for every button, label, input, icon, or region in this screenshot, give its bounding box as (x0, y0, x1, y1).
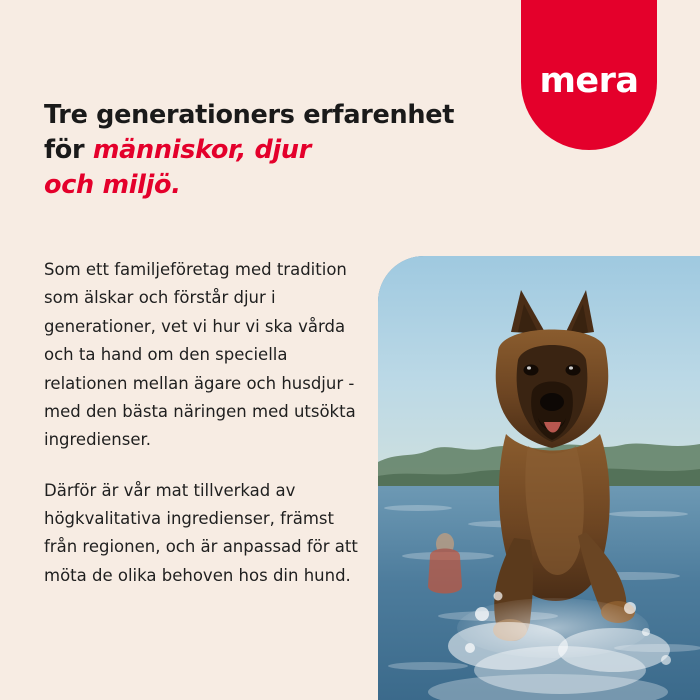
brand-logo-text: mera (539, 60, 639, 101)
page-title (44, 98, 514, 204)
body-copy (44, 256, 364, 590)
headline-line-2-plain: för (44, 135, 93, 166)
body-paragraph-2: Därför är vår mat tillverkad av högkvalitativa ingredienser, främst från regionen, och är anpassad för att möta de olika behoven hos din hund. (44, 480, 358, 585)
body-paragraph-1: Som ett familjeföretag med tradition som älskar och förstår djur i generationer, vet vi hur vi ska vårda och ta hand om den speciella relationen mellan ägare och husdjur - med den bästa näringen med utsökta ingredienser. (44, 260, 356, 450)
headline-line-3-accent: och miljö. (44, 170, 181, 201)
headline-line-2-accent: människor, djur (92, 135, 312, 166)
brand-logo-badge (521, 0, 657, 150)
dog-photo-illustration (378, 256, 700, 700)
headline-line-1: Tre generationers erfarenhet (44, 100, 455, 130)
dog-photo (378, 256, 700, 700)
